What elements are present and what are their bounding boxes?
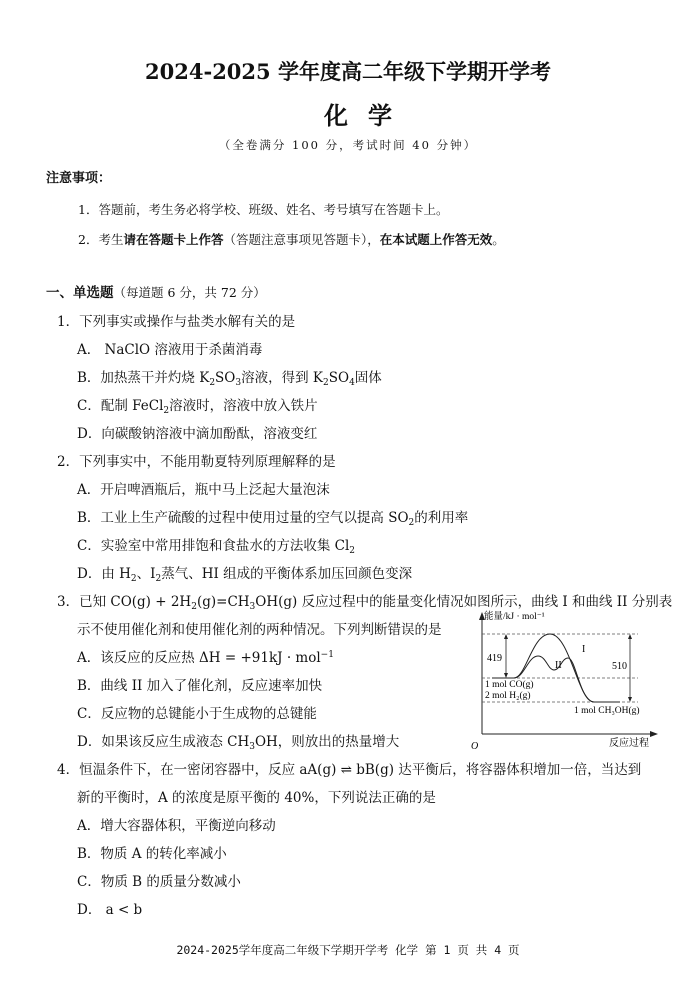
chart-ylabel: 能量/kJ · mol⁻¹ (484, 612, 545, 622)
q2-option-a: A．开启啤酒瓶后，瓶中马上泛起大量泡沫 (77, 482, 330, 498)
q3-option-b: B．曲线 II 加入了催化剂，反应速率加快 (77, 678, 323, 694)
q4-option-b: B．物质 A 的转化率减小 (77, 846, 227, 862)
q1-option-d: D．向碳酸钠溶液中滴加酚酞，溶液变红 (77, 426, 318, 442)
label-product: 1 mol CH₃OH(g) (574, 706, 640, 716)
question-3-stem-line2: 示不使用催化剂和使用催化剂的两种情况。下列判断错误的是 (77, 622, 442, 638)
page-footer: 2024-2025学年度高二年级下学期开学考 化学 第 1 页 共 4 页 (176, 943, 520, 957)
question-2-stem: 2．下列事实中，不能用勒夏特列原理解释的是 (57, 454, 336, 470)
q1-option-a: A． NaClO 溶液用于杀菌消毒 (77, 342, 263, 358)
q3-option-c: C．反应物的总键能小于生成物的总键能 (77, 706, 317, 722)
q1-option-c: C．配制 FeCl$_2$溶液时，溶液中放入铁片 (77, 398, 318, 416)
q4-option-c: C．物质 B 的质量分数减小 (77, 874, 241, 890)
q3-option-d: D．如果该反应生成液态 $CH_3OH$，则放出的热量增大 (77, 734, 400, 752)
question-4-stem: 4．恒温条件下，在一密闭容器中，反应 aA(g) ⇌ bB(g) 达平衡后，将容器体积增加一倍，当达到 (57, 762, 642, 778)
chart-origin: O (471, 741, 479, 750)
subject-title: 化学 (324, 101, 412, 130)
label-reactant-1: 1 mol CO(g) (485, 680, 534, 690)
q3-option-a: A．该反应的反应热 ΔH = +91kJ · mol$^{-1}$ (77, 650, 334, 666)
x-axis-arrow (650, 731, 658, 737)
exam-info: （全卷满分 100 分，考试时间 40 分钟） (218, 138, 478, 152)
q2-option-d: D．由 $H_2$、$I_2$蒸气、HI 组成的平衡体系加压回颜色变深 (77, 566, 413, 584)
q4-option-a: A．增大容器体积，平衡逆向移动 (77, 818, 276, 834)
question-4-stem-line2: 新的平衡时，A 的浓度是原平衡的 40%，下列说法正确的是 (77, 790, 436, 806)
chart-xlabel: 反应过程 (609, 738, 649, 749)
label-curve-i: I (582, 644, 586, 655)
exam-title: 2024-2025 学年度高二年级下学期开学考 (145, 59, 551, 84)
question-1-stem: 1．下列事实或操作与盐类水解有关的是 (57, 314, 296, 330)
q2-option-b: B．工业上生产硫酸的过程中使用过量的空气以提高 $SO_2$的利用率 (77, 510, 469, 528)
q4-option-d: D． a < b (77, 902, 143, 918)
q1-option-b: B．加热蒸干并灼烧 $K_2SO_3$溶液，得到 $K_2SO_4$固体 (77, 370, 382, 388)
section-heading: 一、单选题（每道题 6 分，共 72 分） (46, 285, 266, 301)
question-3-stem: 3．已知 $CO(g) + 2H_2(g)=CH_3OH(g)$ 反应过程中的能量变化情况如图所示，曲线 I 和曲线 II 分别表 (57, 594, 673, 612)
label-419: 419 (487, 653, 502, 664)
energy-diagram (470, 608, 660, 750)
label-reactant-2: 2 mol H₂(g) (485, 691, 531, 701)
label-510: 510 (612, 661, 627, 672)
notice-item-2: 2．考生请在答题卡上作答（答题注意事项见答题卡），在本试题上作答无效。 (78, 232, 505, 247)
q2-option-c: C．实验室中常用排饱和食盐水的方法收集 $Cl_2$ (77, 538, 356, 556)
notice-item-1: 1．答题前，考生务必将学校、班级、姓名、考号填写在答题卡上。 (78, 202, 449, 217)
notice-title: 注意事项： (46, 171, 112, 186)
label-curve-ii: II (555, 660, 562, 671)
